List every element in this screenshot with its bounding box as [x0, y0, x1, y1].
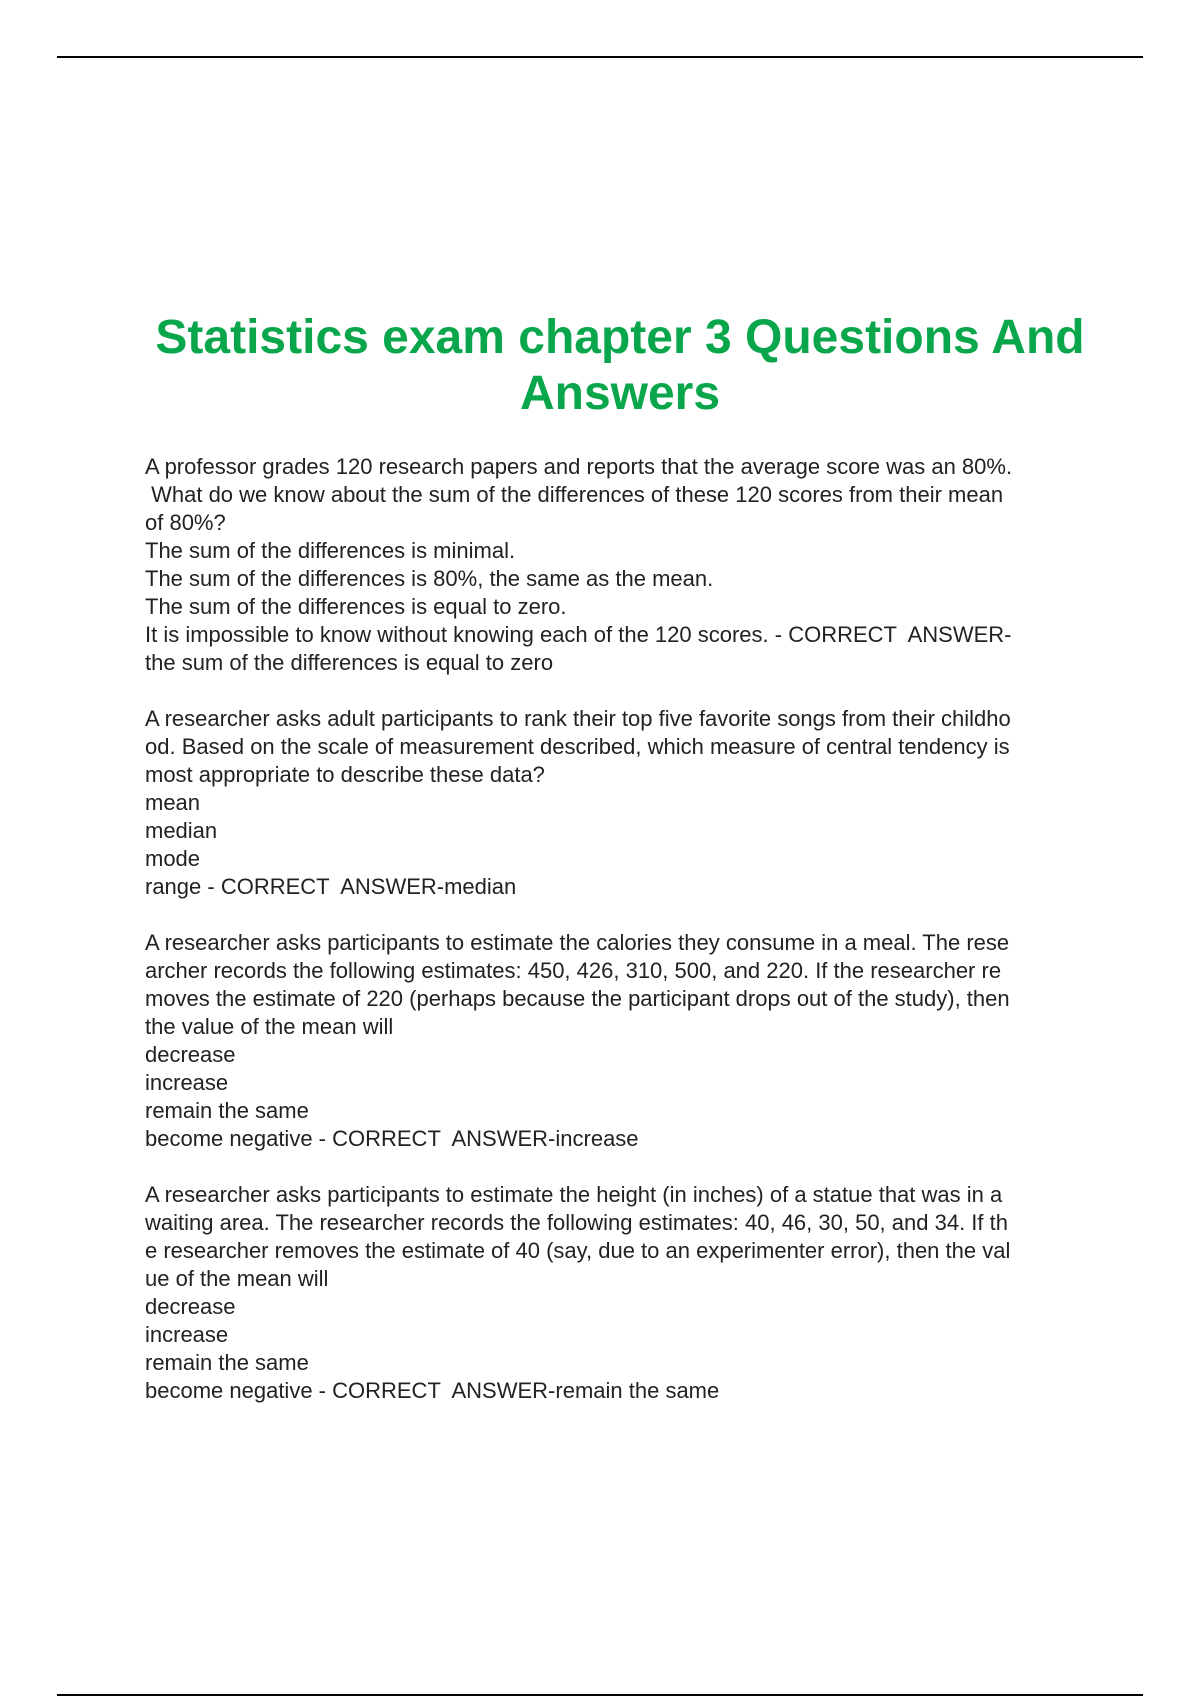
question-1-option-4: It is impossible to know without knowing each of the 120 scores. - CORRECT ANSWER- [145, 622, 1012, 647]
question-2-line-3: most appropriate to describe these data? [145, 762, 545, 787]
question-3-answer: become negative - CORRECT ANSWER-increase [145, 1126, 639, 1151]
question-3-line-1: A researcher asks participants to estimate the calories they consume in a meal. The rese [145, 930, 1010, 955]
question-4-line-1: A researcher asks participants to estimate the height (in inches) of a statue that was in a [145, 1182, 1003, 1207]
question-2-answer: range - CORRECT ANSWER-median [145, 874, 517, 899]
question-3-line-3: moves the estimate of 220 (perhaps because the participant drops out of the study), then [145, 986, 1010, 1011]
question-4-line-3: e researcher removes the estimate of 40 (say, due to an experimenter error), then the val [145, 1238, 1011, 1263]
question-4-option-2: increase [145, 1322, 229, 1347]
question-3-option-2: increase [145, 1070, 229, 1095]
question-4-option-1: decrease [145, 1294, 236, 1319]
question-block-1 [145, 453, 1085, 677]
question-1-option-2: The sum of the differences is 80%, the same as the mean. [145, 566, 714, 591]
question-4-line-4: ue of the mean will [145, 1266, 329, 1291]
question-2-line-2: od. Based on the scale of measurement described, which measure of central tendency is [145, 734, 1010, 759]
question-3-line-4: the value of the mean will [145, 1014, 394, 1039]
question-1-line-1: A professor grades 120 research papers and reports that the average score was an 80%. [145, 454, 1013, 479]
question-2-line-1: A researcher asks adult participants to rank their top five favorite songs from their childho [145, 706, 1011, 731]
title-line-1: Statistics exam chapter 3 Questions And [155, 311, 1085, 364]
question-block-2 [145, 705, 1085, 901]
question-4-answer: become negative - CORRECT ANSWER-remain the same [145, 1378, 720, 1403]
question-1-answer: the sum of the differences is equal to zero [145, 650, 554, 675]
title-line-2: Answers [519, 367, 721, 420]
question-2-option-2: median [145, 818, 218, 843]
question-block-4 [145, 1181, 1085, 1405]
question-3-line-2: archer records the following estimates: 450, 426, 310, 500, and 220. If the researcher re [145, 958, 1002, 983]
question-4-line-2: waiting area. The researcher records the following estimates: 40, 46, 30, 50, and 34. If th [145, 1210, 1008, 1235]
question-block-3 [145, 929, 1085, 1153]
question-1-option-3: The sum of the differences is equal to zero. [145, 594, 567, 619]
question-2-option-1: mean [145, 790, 201, 815]
top-rule [57, 56, 1143, 58]
question-2-option-3: mode [145, 846, 201, 871]
question-1-option-1: The sum of the differences is minimal. [145, 538, 516, 563]
question-1-line-2: What do we know about the sum of the differences of these 120 scores from their mean [145, 482, 1004, 507]
question-4-option-3: remain the same [145, 1350, 309, 1375]
document-title [120, 310, 1120, 422]
question-list [145, 453, 1085, 1433]
bottom-rule [57, 1694, 1143, 1696]
question-3-option-3: remain the same [145, 1098, 309, 1123]
question-1-line-3: of 80%? [145, 510, 226, 535]
question-3-option-1: decrease [145, 1042, 236, 1067]
